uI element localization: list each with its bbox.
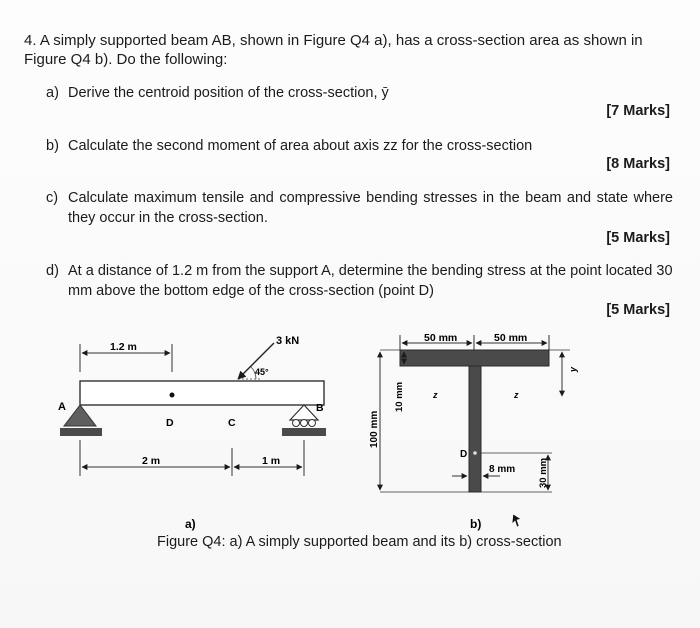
ybar-label: y	[568, 366, 578, 372]
dim-2m-label: 2 m	[142, 455, 161, 467]
point-b-label: B	[316, 402, 324, 414]
question-a-text: Derive the centroid position of the cross-section, ȳ	[68, 85, 389, 101]
section-point-d-marker	[473, 451, 477, 455]
mouse-cursor-icon	[512, 514, 521, 527]
angle-label: 45°	[255, 367, 269, 377]
question-d-marks: [5 Marks]	[606, 302, 670, 318]
question-c-marks: [5 Marks]	[606, 230, 670, 246]
dim-1m-label: 1 m	[262, 455, 281, 467]
figure-b-sublabel: b)	[470, 517, 482, 531]
z-axis-left: z	[433, 390, 438, 400]
support-b-ground	[282, 428, 326, 436]
t-section-flange	[400, 350, 549, 366]
dim-100mm-label: 100 mm	[369, 410, 380, 448]
dim-30mm-label: 30 mm	[538, 457, 549, 488]
point-a-label: A	[58, 401, 66, 413]
dim-10mm-label: 10 mm	[394, 381, 405, 412]
t-section-web	[469, 366, 481, 492]
dim-50mm-left-label: 50 mm	[424, 332, 458, 344]
roller-wheel-1	[293, 420, 300, 427]
figure-caption: Figure Q4: a) A simply supported beam and its b) cross-section	[157, 534, 562, 550]
question-a-marks: [7 Marks]	[606, 103, 670, 119]
question-b-label: b)	[46, 138, 59, 154]
dim-8mm-label: 8 mm	[489, 464, 516, 475]
figure-a-sublabel: a)	[185, 517, 196, 531]
point-d-marker	[170, 393, 175, 398]
section-point-d-label: D	[460, 449, 468, 460]
question-c-text: Calculate maximum tensile and compressive bending stresses in the beam and state where they occur in the cross-section.	[68, 190, 673, 226]
question-b-text: Calculate the second moment of area about axis zz for the cross-section	[68, 138, 533, 154]
support-a-ground	[60, 428, 102, 436]
beam-body	[80, 381, 324, 405]
beam-diagram	[58, 335, 326, 531]
support-a-pin	[64, 405, 96, 426]
support-b-roller	[290, 405, 318, 420]
dim-12m-label: 1.2 m	[110, 341, 137, 353]
question-d-label: d)	[46, 263, 59, 279]
load-label: 3 kN	[276, 335, 300, 347]
roller-wheel-2	[301, 420, 308, 427]
question-a-label: a)	[46, 85, 59, 101]
point-c-label: C	[228, 417, 236, 429]
cross-section-diagram	[369, 332, 578, 531]
dim-50mm-right-label: 50 mm	[494, 332, 528, 344]
question-b-marks: [8 Marks]	[606, 156, 670, 172]
z-axis-right: z	[514, 390, 519, 400]
question-c-label: c)	[46, 190, 59, 206]
question-intro: 4. A simply supported beam AB, shown in Figure Q4 a), has a cross-section area as shown in Figure Q4 b). Do the following:	[24, 32, 643, 68]
point-d-label: D	[166, 417, 174, 429]
question-d-text: At a distance of 1.2 m from the support A, determine the bending stress at the point located 30 mm above the bottom edge of the cross-section (point D)	[68, 263, 673, 299]
roller-wheel-3	[309, 420, 316, 427]
